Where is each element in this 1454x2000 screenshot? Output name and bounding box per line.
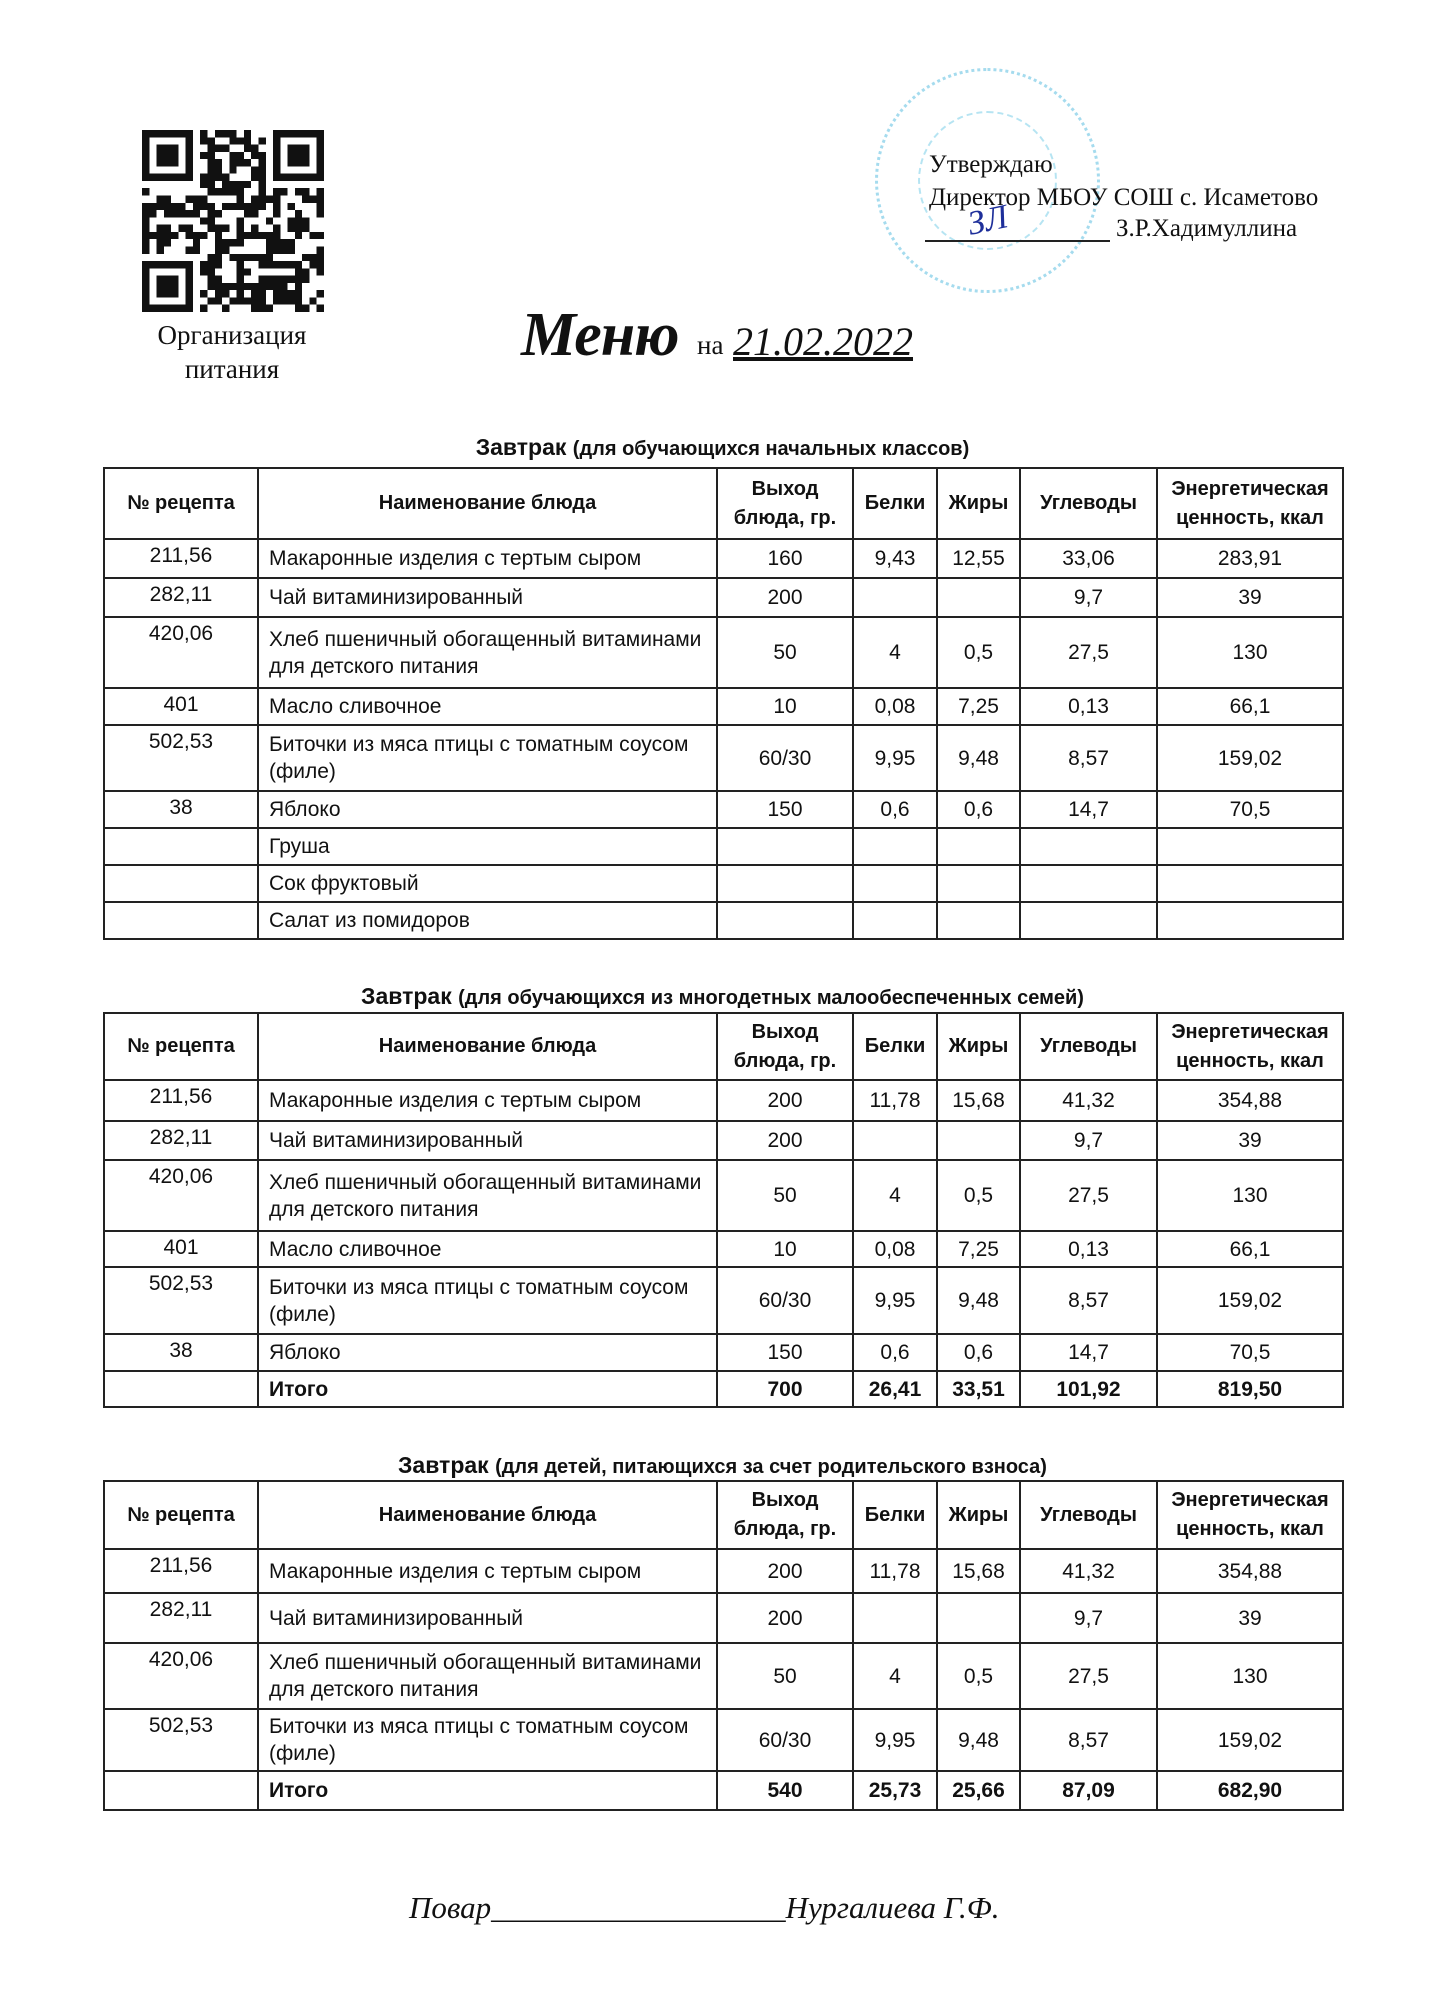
cell-dish-name: Чай витаминизированный	[258, 1593, 717, 1643]
total-dish-name: Итого	[258, 1771, 717, 1810]
cell-proteins	[853, 578, 937, 617]
table-header-row	[104, 1481, 1343, 1549]
column-header-energy-kcal: Энергетическая ценность, ккал	[1157, 1481, 1343, 1549]
cell-proteins	[853, 865, 937, 902]
table-row	[104, 791, 1343, 828]
approval-position: Директор МБОУ СОШ с. Исаметово	[929, 184, 1319, 211]
cell-proteins: 0,08	[853, 1231, 937, 1267]
table-title	[103, 1452, 1342, 1479]
cell-portion-weight: 200	[717, 1121, 853, 1160]
table-row	[104, 688, 1343, 725]
cell-portion-weight: 200	[717, 1593, 853, 1643]
qr-caption-line1: Организация	[157, 320, 307, 350]
cell-fats	[937, 1593, 1020, 1643]
cell-carbohydrates: 8,57	[1020, 725, 1157, 791]
cell-dish-name: Груша	[258, 828, 717, 865]
qr-caption-line2: питания	[184, 354, 280, 384]
column-header-energy-kcal: Энергетическая ценность, ккал	[1157, 1013, 1343, 1080]
table-title-main: Завтрак	[398, 1452, 489, 1478]
cell-recipe-number: 420,06	[104, 1160, 258, 1231]
column-header-recipe-number: № рецепта	[104, 468, 258, 539]
signature-blank: ___________________	[491, 1890, 786, 1925]
cell-fats: 0,5	[937, 1643, 1020, 1709]
cell-dish-name: Чай витаминизированный	[258, 1121, 717, 1160]
column-header-portion-weight: Выход блюда, гр.	[717, 468, 853, 539]
cell-recipe-number: 38	[104, 791, 258, 828]
cell-recipe-number	[104, 828, 258, 865]
cook-role: Повар	[409, 1890, 492, 1925]
cell-dish-name: Яблоко	[258, 791, 717, 828]
cell-energy-kcal: 66,1	[1157, 688, 1343, 725]
cell-portion-weight: 50	[717, 1160, 853, 1231]
cell-fats: 0,5	[937, 1160, 1020, 1231]
cell-carbohydrates: 8,57	[1020, 1709, 1157, 1771]
table-total-row	[104, 1371, 1343, 1407]
cell-fats: 7,25	[937, 1231, 1020, 1267]
total-energy-kcal: 819,50	[1157, 1371, 1343, 1407]
table-total-row	[104, 1771, 1343, 1810]
cell-carbohydrates: 9,7	[1020, 1121, 1157, 1160]
table-title-main: Завтрак	[475, 434, 567, 460]
cell-dish-name: Макаронные изделия с тертым сыром	[258, 539, 717, 578]
cell-fats: 0,5	[937, 617, 1020, 688]
table-row	[104, 1080, 1343, 1121]
qr-caption	[142, 318, 322, 386]
column-header-recipe-number: № рецепта	[104, 1013, 258, 1080]
cell-carbohydrates: 0,13	[1020, 1231, 1157, 1267]
table-row	[104, 1231, 1343, 1267]
page-title: Меню	[521, 301, 679, 369]
cell-portion-weight: 60/30	[717, 725, 853, 791]
column-header-recipe-number: № рецепта	[104, 1481, 258, 1549]
cell-recipe-number	[104, 865, 258, 902]
cell-fats	[937, 578, 1020, 617]
approval-signatory: З.Р.Хадимуллина	[1116, 215, 1298, 242]
cell-fats: 9,48	[937, 1709, 1020, 1771]
cell-proteins: 11,78	[853, 1549, 937, 1593]
cell-proteins: 4	[853, 1643, 937, 1709]
cell-carbohydrates: 0,13	[1020, 688, 1157, 725]
total-carbohydrates: 101,92	[1020, 1371, 1157, 1407]
cell-recipe-number: 282,11	[104, 578, 258, 617]
table-row	[104, 1643, 1343, 1709]
cell-fats	[937, 1121, 1020, 1160]
total-dish-name: Итого	[258, 1371, 717, 1407]
cell-dish-name: Биточки из мяса птицы с томатным соусом (филе)	[258, 725, 717, 791]
total-recipe-number	[104, 1371, 258, 1407]
cell-recipe-number: 401	[104, 1231, 258, 1267]
cell-recipe-number	[104, 902, 258, 939]
cell-dish-name: Хлеб пшеничный обогащенный витаминами для детского питания	[258, 617, 717, 688]
cell-fats: 0,6	[937, 791, 1020, 828]
cell-proteins: 0,6	[853, 791, 937, 828]
table-row	[104, 1709, 1343, 1771]
total-energy-kcal: 682,90	[1157, 1771, 1343, 1810]
table-title-subtitle: (для детей, питающихся за счет родительского взноса)	[495, 1456, 1047, 1478]
column-header-dish-name: Наименование блюда	[258, 468, 717, 539]
column-header-proteins: Белки	[853, 468, 937, 539]
cook-signature-line	[409, 1890, 999, 1926]
cell-portion-weight	[717, 902, 853, 939]
cell-proteins: 11,78	[853, 1080, 937, 1121]
cell-recipe-number: 420,06	[104, 617, 258, 688]
cell-recipe-number: 211,56	[104, 539, 258, 578]
total-proteins: 26,41	[853, 1371, 937, 1407]
column-header-portion-weight: Выход блюда, гр.	[717, 1013, 853, 1080]
table-title	[103, 434, 1342, 461]
cell-recipe-number: 502,53	[104, 1709, 258, 1771]
cell-dish-name: Чай витаминизированный	[258, 578, 717, 617]
cell-energy-kcal: 159,02	[1157, 725, 1343, 791]
cell-portion-weight: 200	[717, 1549, 853, 1593]
table-row	[104, 578, 1343, 617]
table-row	[104, 617, 1343, 688]
approval-line: Утверждаю	[929, 151, 1053, 178]
cell-fats: 7,25	[937, 688, 1020, 725]
cell-recipe-number: 38	[104, 1334, 258, 1371]
menu-date: 21.02.2022	[733, 319, 913, 364]
menu-table	[103, 1012, 1344, 1408]
table-title-main: Завтрак	[361, 983, 452, 1009]
cell-dish-name: Хлеб пшеничный обогащенный витаминами для детского питания	[258, 1160, 717, 1231]
column-header-dish-name: Наименование блюда	[258, 1481, 717, 1549]
cell-dish-name: Салат из помидоров	[258, 902, 717, 939]
column-header-dish-name: Наименование блюда	[258, 1013, 717, 1080]
cell-portion-weight	[717, 828, 853, 865]
total-portion-weight: 700	[717, 1371, 853, 1407]
cell-energy-kcal: 66,1	[1157, 1231, 1343, 1267]
cell-proteins: 9,95	[853, 725, 937, 791]
cell-carbohydrates: 41,32	[1020, 1080, 1157, 1121]
cell-portion-weight: 10	[717, 1231, 853, 1267]
cell-carbohydrates: 41,32	[1020, 1549, 1157, 1593]
cell-proteins	[853, 1121, 937, 1160]
cell-portion-weight: 10	[717, 688, 853, 725]
cell-dish-name: Макаронные изделия с тертым сыром	[258, 1549, 717, 1593]
cell-recipe-number: 282,11	[104, 1593, 258, 1643]
table-row	[104, 1121, 1343, 1160]
cell-energy-kcal: 70,5	[1157, 1334, 1343, 1371]
cell-carbohydrates	[1020, 902, 1157, 939]
table-row	[104, 1334, 1343, 1371]
cell-carbohydrates: 33,06	[1020, 539, 1157, 578]
cell-carbohydrates: 8,57	[1020, 1267, 1157, 1334]
table-row	[104, 865, 1343, 902]
cell-dish-name: Хлеб пшеничный обогащенный витаминами для детского питания	[258, 1643, 717, 1709]
cell-portion-weight: 200	[717, 1080, 853, 1121]
total-fats: 33,51	[937, 1371, 1020, 1407]
cell-energy-kcal: 130	[1157, 1160, 1343, 1231]
table-row	[104, 1593, 1343, 1643]
cell-proteins: 9,95	[853, 1709, 937, 1771]
column-header-carbohydrates: Углеводы	[1020, 1481, 1157, 1549]
cell-energy-kcal: 283,91	[1157, 539, 1343, 578]
cell-dish-name: Биточки из мяса птицы с томатным соусом (филе)	[258, 1267, 717, 1334]
column-header-fats: Жиры	[937, 1013, 1020, 1080]
cell-energy-kcal: 70,5	[1157, 791, 1343, 828]
cell-dish-name: Биточки из мяса птицы с томатным соусом (филе)	[258, 1709, 717, 1771]
cell-recipe-number: 502,53	[104, 725, 258, 791]
cell-fats: 0,6	[937, 1334, 1020, 1371]
cell-portion-weight: 160	[717, 539, 853, 578]
cell-fats: 9,48	[937, 1267, 1020, 1334]
table-row	[104, 1160, 1343, 1231]
table-row	[104, 725, 1343, 791]
cell-recipe-number: 420,06	[104, 1643, 258, 1709]
cell-proteins: 0,08	[853, 688, 937, 725]
cell-proteins	[853, 902, 937, 939]
cell-energy-kcal: 159,02	[1157, 1267, 1343, 1334]
column-header-fats: Жиры	[937, 468, 1020, 539]
cell-fats	[937, 828, 1020, 865]
cell-dish-name: Масло сливочное	[258, 688, 717, 725]
cell-fats: 12,55	[937, 539, 1020, 578]
column-header-portion-weight: Выход блюда, гр.	[717, 1481, 853, 1549]
cell-carbohydrates: 14,7	[1020, 1334, 1157, 1371]
cell-portion-weight: 60/30	[717, 1709, 853, 1771]
cell-portion-weight: 50	[717, 617, 853, 688]
cell-proteins	[853, 828, 937, 865]
cell-carbohydrates: 27,5	[1020, 1160, 1157, 1231]
cell-energy-kcal: 39	[1157, 1593, 1343, 1643]
table-row	[104, 539, 1343, 578]
total-carbohydrates: 87,09	[1020, 1771, 1157, 1810]
cell-recipe-number: 401	[104, 688, 258, 725]
table-title-subtitle: (для обучающихся из многодетных малообеспеченных семей)	[458, 987, 1084, 1009]
column-header-energy-kcal: Энергетическая ценность, ккал	[1157, 468, 1343, 539]
cell-proteins: 0,6	[853, 1334, 937, 1371]
cell-dish-name: Яблоко	[258, 1334, 717, 1371]
cell-dish-name: Масло сливочное	[258, 1231, 717, 1267]
cell-portion-weight	[717, 865, 853, 902]
cell-fats	[937, 902, 1020, 939]
cell-carbohydrates	[1020, 865, 1157, 902]
cell-energy-kcal: 354,88	[1157, 1549, 1343, 1593]
table-title-subtitle: (для обучающихся начальных классов)	[572, 438, 970, 460]
cell-dish-name: Макаронные изделия с тертым сыром	[258, 1080, 717, 1121]
table-title	[103, 983, 1342, 1010]
qr-code	[142, 129, 324, 313]
official-stamp	[875, 68, 1100, 293]
cell-carbohydrates: 27,5	[1020, 1643, 1157, 1709]
cell-recipe-number: 282,11	[104, 1121, 258, 1160]
cell-recipe-number: 211,56	[104, 1080, 258, 1121]
column-header-carbohydrates: Углеводы	[1020, 468, 1157, 539]
cell-portion-weight: 60/30	[717, 1267, 853, 1334]
cell-energy-kcal	[1157, 865, 1343, 902]
cell-dish-name: Сок фруктовый	[258, 865, 717, 902]
cell-proteins: 4	[853, 617, 937, 688]
cell-energy-kcal: 39	[1157, 578, 1343, 617]
cell-fats: 9,48	[937, 725, 1020, 791]
cell-energy-kcal: 130	[1157, 617, 1343, 688]
cook-name: Нургалиева Г.Ф.	[785, 1890, 1000, 1925]
cell-fats: 15,68	[937, 1080, 1020, 1121]
cell-fats: 15,68	[937, 1549, 1020, 1593]
table-row	[104, 1549, 1343, 1593]
cell-carbohydrates: 9,7	[1020, 578, 1157, 617]
total-fats: 25,66	[937, 1771, 1020, 1810]
menu-table	[103, 1480, 1344, 1811]
cell-recipe-number: 502,53	[104, 1267, 258, 1334]
table-row	[104, 828, 1343, 865]
column-header-proteins: Белки	[853, 1481, 937, 1549]
cell-carbohydrates: 9,7	[1020, 1593, 1157, 1643]
cell-energy-kcal: 354,88	[1157, 1080, 1343, 1121]
cell-energy-kcal: 39	[1157, 1121, 1343, 1160]
column-header-fats: Жиры	[937, 1481, 1020, 1549]
cell-portion-weight: 150	[717, 1334, 853, 1371]
cell-fats	[937, 865, 1020, 902]
table-header-row	[104, 468, 1343, 539]
menu-table	[103, 467, 1344, 940]
signature: ЗЛ	[964, 198, 1012, 243]
total-proteins: 25,73	[853, 1771, 937, 1810]
total-portion-weight: 540	[717, 1771, 853, 1810]
cell-portion-weight: 50	[717, 1643, 853, 1709]
table-row	[104, 902, 1343, 939]
cell-recipe-number: 211,56	[104, 1549, 258, 1593]
cell-carbohydrates: 14,7	[1020, 791, 1157, 828]
cell-portion-weight: 200	[717, 578, 853, 617]
title-preposition: на	[697, 330, 724, 360]
cell-proteins: 9,43	[853, 539, 937, 578]
cell-energy-kcal: 130	[1157, 1643, 1343, 1709]
total-recipe-number	[104, 1771, 258, 1810]
cell-proteins: 9,95	[853, 1267, 937, 1334]
cell-proteins: 4	[853, 1160, 937, 1231]
cell-energy-kcal	[1157, 828, 1343, 865]
cell-carbohydrates: 27,5	[1020, 617, 1157, 688]
table-header-row	[104, 1013, 1343, 1080]
cell-energy-kcal	[1157, 902, 1343, 939]
cell-carbohydrates	[1020, 828, 1157, 865]
column-header-carbohydrates: Углеводы	[1020, 1013, 1157, 1080]
table-row	[104, 1267, 1343, 1334]
cell-portion-weight: 150	[717, 791, 853, 828]
cell-proteins	[853, 1593, 937, 1643]
column-header-proteins: Белки	[853, 1013, 937, 1080]
cell-energy-kcal: 159,02	[1157, 1709, 1343, 1771]
signature-line	[925, 240, 1110, 242]
